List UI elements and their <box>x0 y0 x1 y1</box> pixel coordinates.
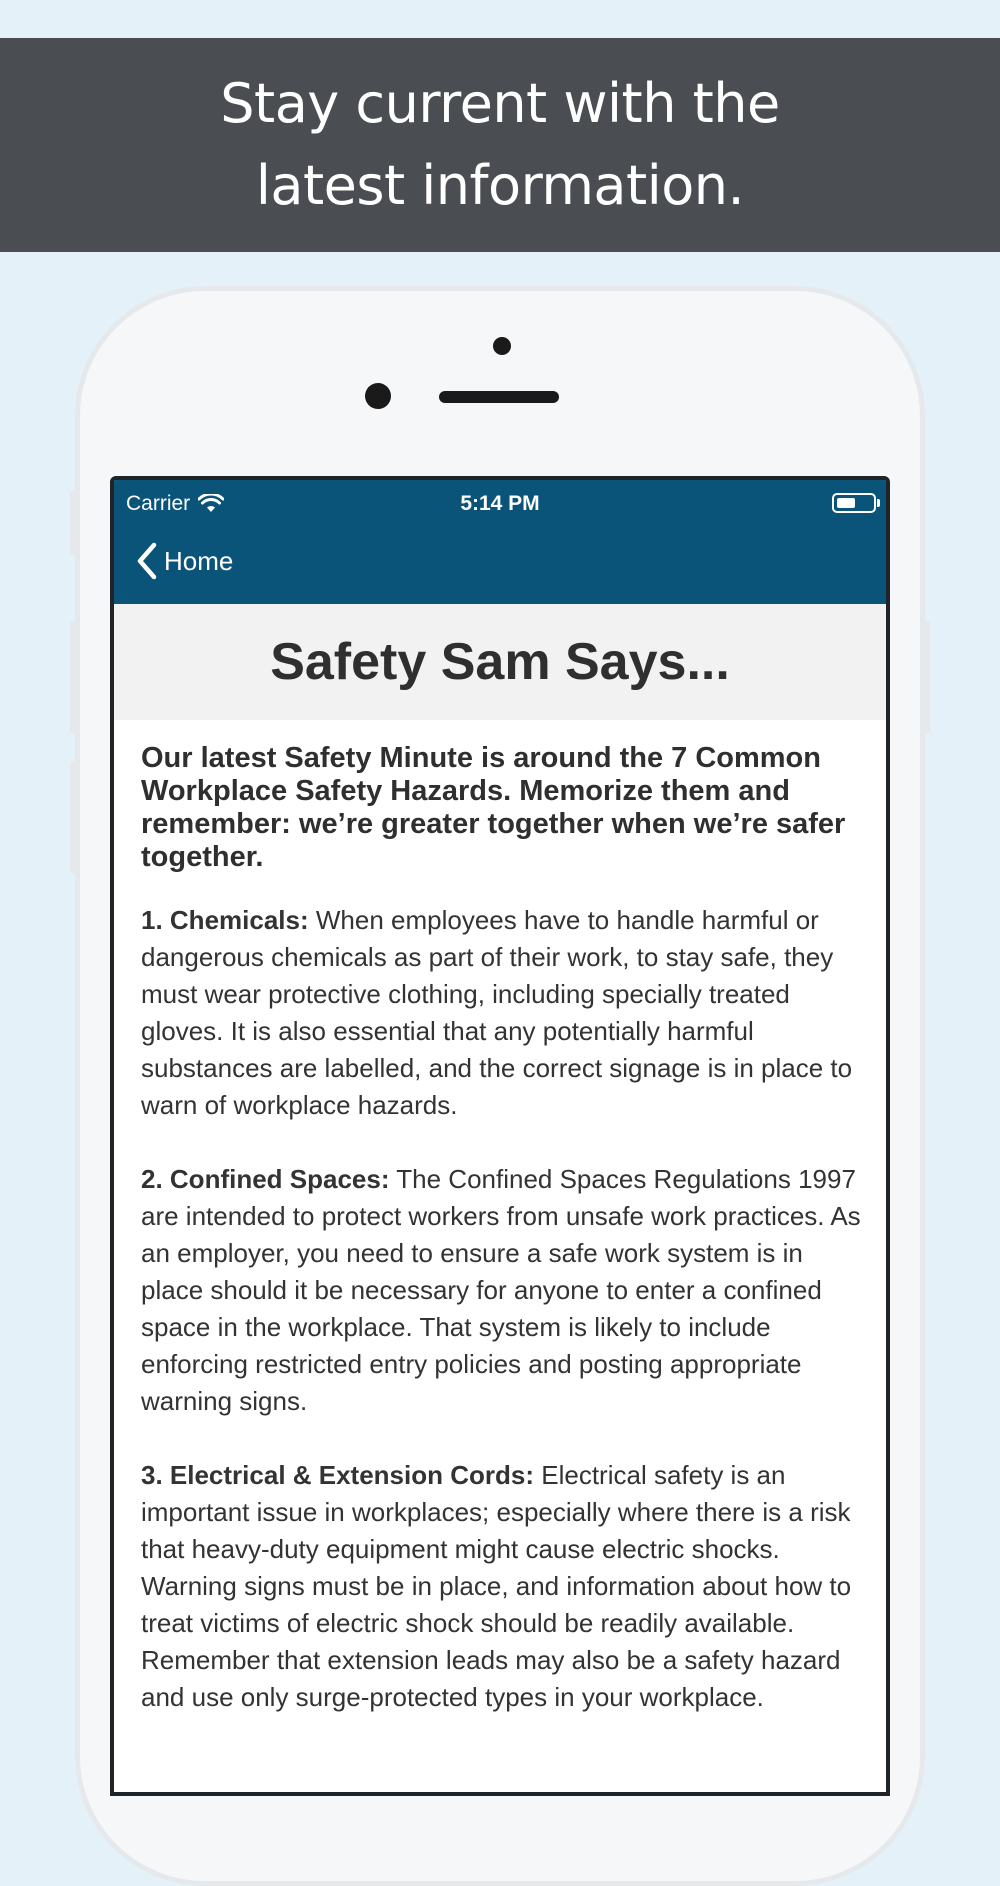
battery-icon <box>832 493 876 513</box>
earpiece-speaker <box>439 391 559 403</box>
hazard-text: The Confined Spaces Regulations 1997 are intended to protect workers from unsafe work practices. As an employer, you need to ensure a safe work system is in place should it be necessary for anyone to enter a confined space in the workplace. That system is likely to include enforcing restricted entry policies and posting appropriate warning signs. <box>141 1164 861 1416</box>
navigation-bar <box>114 480 886 604</box>
back-button[interactable] <box>136 542 233 580</box>
marketing-banner <box>0 38 1000 252</box>
status-time: 5:14 PM <box>460 492 540 515</box>
back-label: Home <box>164 545 234 576</box>
page-title: Safety Sam Says... <box>270 633 730 691</box>
hazard-item <box>141 902 871 1124</box>
page-header <box>114 604 886 720</box>
hazard-text: When employees have to handle harmful or dangerous chemicals as part of their work, to stay safe, they must wear protective clothing, including specially treated gloves. It is also essential that any potentially harmful substances are labelled, and the correct signage is in place to warn of workplace hazards. <box>141 905 853 1120</box>
hazard-label: 3. Electrical & Extension Cords: <box>141 1460 535 1490</box>
article-intro: Our latest Safety Minute is around the 7 Common Workplace Safety Hazards. Memorize them and remember: we’re greater together when we’re safer together. <box>141 742 846 873</box>
power-button <box>922 621 930 733</box>
battery-level <box>837 498 855 508</box>
volume-down-button <box>70 761 78 873</box>
hazard-item <box>141 1457 871 1716</box>
article-content <box>141 742 871 1753</box>
mute-switch <box>70 491 78 555</box>
app-screen <box>110 476 890 1796</box>
hazard-text: Electrical safety is an important issue in workplaces; especially where there is a risk that heavy-duty equipment might cause electric shocks. Warning signs must be in place, and information about how to treat victims of electric shock should be readily available. Remember that extension leads may also be a safety hazard and use only surge-protected types in your workplace. <box>141 1460 852 1712</box>
front-camera-icon <box>493 337 511 355</box>
battery-cap <box>877 499 880 507</box>
hazard-label: 2. Confined Spaces: <box>141 1164 390 1194</box>
carrier-label: Carrier <box>126 492 191 515</box>
volume-up-button <box>70 621 78 733</box>
chevron-left-icon <box>136 542 158 580</box>
hazard-label: 1. Chemicals: <box>141 905 309 935</box>
banner-headline: Stay current with the latest information. <box>220 72 780 217</box>
proximity-sensor-icon <box>365 383 391 409</box>
hazard-item <box>141 1161 871 1420</box>
